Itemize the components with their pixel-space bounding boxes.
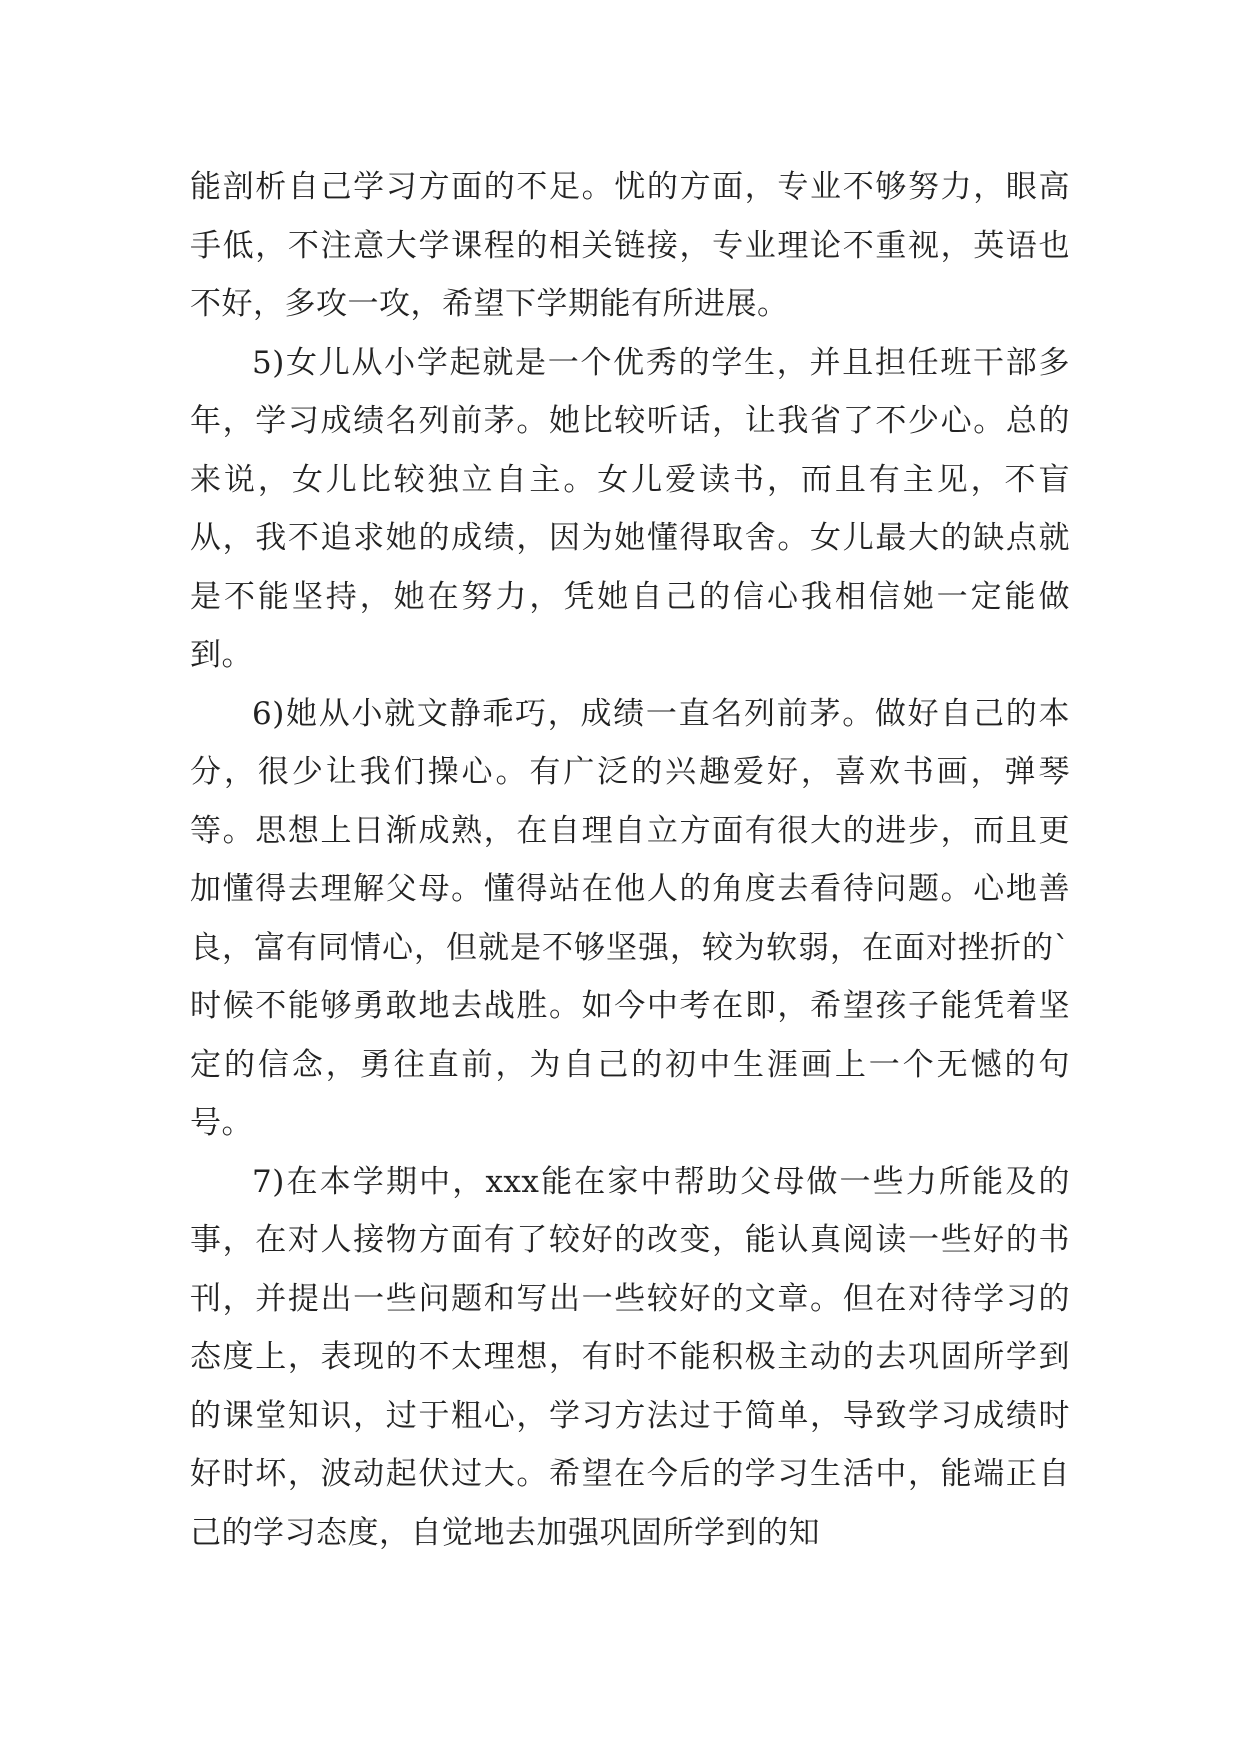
paragraph-7: 7)在本学期中，xxx能在家中帮助父母做一些力所能及的事，在对人接物方面有了较好的改变，能认真阅读一些好的书刊，并提出一些问题和写出一些较好的文章。但在对待学习的态度上，表现的不太理想，有时不能积极主动的去巩固所学到的课堂知识，过于粗心，学习方法过于简单，导致学习成绩时好时坏，波动起伏过大。希望在今后的学习生活中，能端正自己的学习态度，自觉地去加强巩固所学到的知 (190, 1163, 1070, 1551)
paragraph-5: 5)女儿从小学起就是一个优秀的学生，并且担任班干部多年，学习成绩名列前茅。她比较听话，让我省了不少心。总的来说，女儿比较独立自主。女儿爱读书，而且有主见，不盲从，我不追求她的成绩，因为她懂得取舍。女儿最大的缺点就是不能坚持，她在努力，凭她自己的信心我相信她一定能做到。 (190, 344, 1070, 673)
body-text (190, 158, 1070, 1562)
paragraph-continuation: 能剖析自己学习方面的不足。忧的方面，专业不够努力，眼高手低，不注意大学课程的相关链接，专业理论不重视，英语也不好，多攻一攻，希望下学期能有所进展。 (190, 169, 1070, 322)
paragraph-6: 6)她从小就文静乖巧，成绩一直名列前茅。做好自己的本分，很少让我们操心。有广泛的兴趣爱好，喜欢书画，弹琴等。思想上日渐成熟，在自理自立方面有很大的进步，而且更加懂得去理解父母。懂得站在他人的角度去看待问题。心地善良，富有同情心，但就是不够坚强，较为软弱，在面对挫折的`时候不能够勇敢地去战胜。如今中考在即，希望孩子能凭着坚定的信念，勇往直前，为自己的初中生涯画上一个无憾的句号。 (190, 695, 1070, 1141)
